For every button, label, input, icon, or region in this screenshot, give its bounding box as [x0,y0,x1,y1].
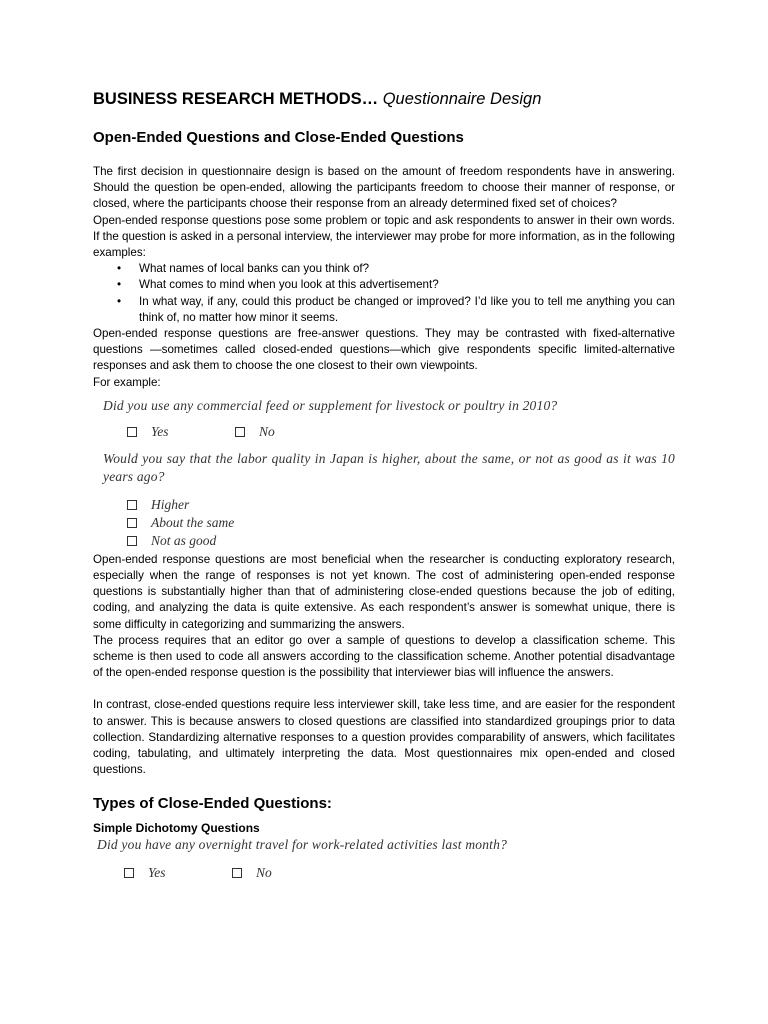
option-label: About the same [151,514,235,530]
checkbox[interactable] [127,427,137,437]
checkbox[interactable] [127,518,137,528]
paragraph-process: The process requires that an editor go over a sample of questions to develop a classification scheme. This scheme is then used to code all answers according to the classification scheme. Another potential disadvantage of the open-ended response question is the possibility that interviewer bias will influence the answers. [93,633,675,680]
option-label: Not as good [151,532,217,548]
spacer [93,681,675,697]
example-2-options [93,496,675,550]
option-about-same[interactable] [93,514,675,532]
option-not-as-good[interactable] [93,532,675,550]
option-no[interactable] [232,865,340,881]
example-3-options [93,864,675,882]
paragraph-intro: The first decision in questionnaire design is based on the amount of freedom respondents have in answering. Should the question be open-ended, allowing the participants freedom to choose their manner of response, or closed, where the participants choose their response from an already determined fixed set of choices? [93,165,675,211]
checkbox[interactable] [235,427,245,437]
option-label: Higher [151,496,190,512]
for-example-label: For example: [93,375,161,389]
checkbox[interactable] [127,500,137,510]
option-yes[interactable] [124,865,232,881]
title-subtitle: Questionnaire Design [382,90,542,108]
option-label: Yes [148,865,166,881]
example-question-1: Did you use any commercial feed or supplement for livestock or poultry in 2010? [103,397,558,413]
option-label: No [256,865,272,881]
section-heading-types: Types of Close-Ended Questions: [93,795,332,813]
option-no[interactable] [235,424,343,440]
bullet-list [93,261,675,326]
checkbox[interactable] [232,868,242,878]
paragraph-benefits: Open-ended response questions are most beneficial when the researcher is conducting exploratory research, especially when the range of responses is not yet known. The cost of administering open-ended response questions is substantially higher than that of administering close-ended questions because the job of editing, coding, and analyzing the data is quite extensive. As each respondent’s answer is somewhat unique, there is some difficulty in categorizing and summarizing the answers. [93,552,675,631]
list-item: • In what way, if any, could this product be changed or improved? I’d like you to tell me anything you can think of, no matter how minor it seems. [139,294,675,326]
option-higher[interactable] [93,496,675,514]
section-heading-open-closed: Open-Ended Questions and Close-Ended Questions [93,129,464,146]
paragraph-free-answer: Open-ended response questions are free-answer questions. They may be contrasted with fixed-alternative questions —sometimes called closed-ended questions—which give respondents specific limited-alternative responses and ask them to choose the one closest to their own viewpoints. [93,327,675,373]
option-yes[interactable] [127,424,235,440]
document-page [93,88,675,882]
paragraph-contrast: In contrast, close-ended questions require less interviewer skill, take less time, and are easier for the respondent to answer. This is because answers to closed questions are classified into standardized groupings prior to data collection. Standardizing alternative responses to a question provides comparability of answers, which facilitates coding, tabulating, and ultimately interpreting the data. Most questionnaires mix open-ended and closed questions. [93,698,675,777]
example-1-options [93,423,675,441]
option-label: No [259,423,275,439]
checkbox[interactable] [124,868,134,878]
list-item: • What comes to mind when you look at this advertisement? [139,277,675,293]
list-item: • What names of local banks can you think of? [139,261,675,277]
paragraph-open-ended: Open-ended response questions pose some problem or topic and ask respondents to answer in their own words. If the question is asked in a personal interview, the interviewer may probe for more information, as in the following examples: [93,213,675,260]
page-title [93,88,675,110]
example-question-3: Did you have any overnight travel for work-related activities last month? [97,837,508,853]
title-bold: BUSINESS RESEARCH METHODS… [93,90,379,108]
subheading-dichotomy: Simple Dichotomy Questions [93,821,260,836]
checkbox[interactable] [127,536,137,546]
option-label: Yes [151,423,169,439]
example-question-2: Would you say that the labor quality in Japan is higher, about the same, or not as good as it was 10 years ago? [103,450,675,484]
